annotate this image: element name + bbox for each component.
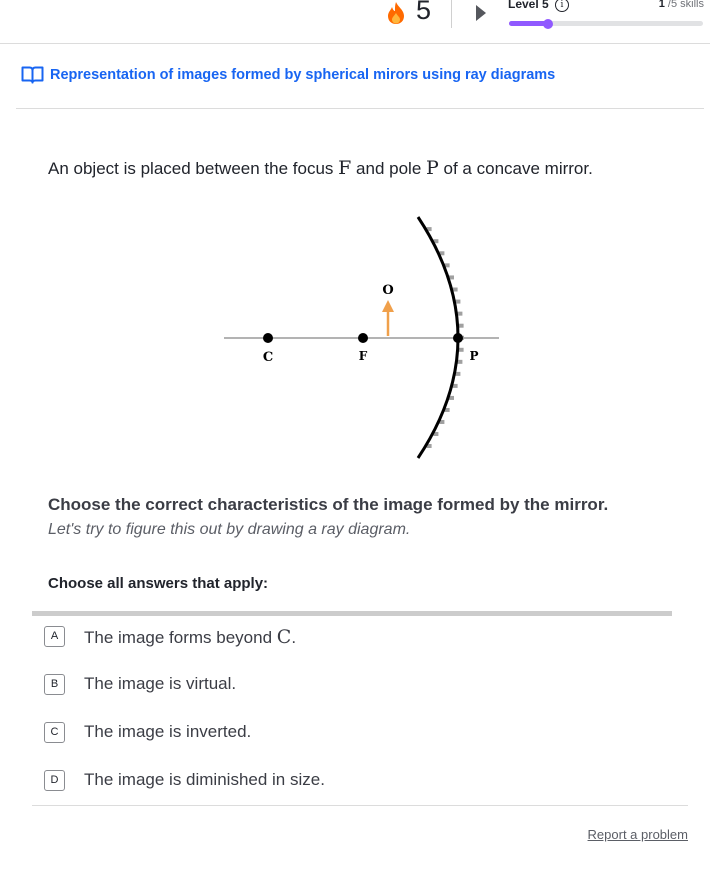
top-bar xyxy=(0,0,710,44)
choice-a-suffix: . xyxy=(291,628,297,647)
concave-mirror-diagram xyxy=(222,210,502,460)
choice-b-text[interactable]: The image is virtual. xyxy=(84,674,237,693)
choice-d[interactable] xyxy=(32,755,672,803)
focus-symbol: F xyxy=(338,157,352,179)
divider xyxy=(451,0,452,28)
choice-c[interactable] xyxy=(32,707,672,755)
level-label: Level 5 xyxy=(508,0,549,11)
choice-c-key[interactable]: C xyxy=(44,722,65,743)
choice-a-key[interactable]: A xyxy=(44,626,65,647)
choice-d-key[interactable]: D xyxy=(44,770,65,791)
pole-label: P xyxy=(469,349,479,363)
focus-label: F xyxy=(358,349,368,363)
choice-a[interactable] xyxy=(32,616,672,659)
choice-b-key[interactable]: B xyxy=(44,674,65,695)
focus-point xyxy=(358,333,368,343)
pole-point xyxy=(453,333,463,343)
skills-total: /5 skills xyxy=(664,0,704,10)
skill-title-link[interactable]: Representation of images formed by spherical mirors using ray diagrams xyxy=(50,67,556,83)
choice-c-text[interactable]: The image is inverted. xyxy=(84,722,252,741)
choice-b[interactable] xyxy=(32,659,672,707)
book-icon xyxy=(21,66,44,84)
prompt-hint: Let's try to figure this out by drawing a ray diagram. xyxy=(48,521,411,538)
question-text-middle: and pole xyxy=(351,159,427,178)
answer-choices xyxy=(32,611,672,803)
choice-a-label: The image forms beyond xyxy=(84,628,277,647)
question-text xyxy=(48,156,593,181)
choice-d-text[interactable]: The image is diminished in size. xyxy=(84,770,325,789)
choice-a-text[interactable] xyxy=(84,625,296,650)
mirror-hatch-mark xyxy=(457,360,462,364)
question-text-before: An object is placed between the focus xyxy=(48,159,339,178)
play-icon[interactable] xyxy=(476,5,486,21)
choose-instruction: Choose all answers that apply: xyxy=(48,575,269,592)
level-progress-bar xyxy=(509,21,703,26)
mirror-hatch-mark xyxy=(459,324,464,328)
center-point xyxy=(263,333,273,343)
object-arrow-head xyxy=(382,300,394,312)
level-progress-fill xyxy=(509,21,548,26)
streak-count: 5 xyxy=(416,0,432,25)
object-label: O xyxy=(382,283,394,298)
exercise-header xyxy=(16,44,704,109)
question-text-after: of a concave mirror. xyxy=(438,159,593,178)
choice-a-math: C xyxy=(276,626,292,648)
skills-done: 1 xyxy=(658,0,665,10)
pole-symbol: P xyxy=(426,157,439,179)
center-label: C xyxy=(262,350,274,365)
choices-bottom-divider xyxy=(32,805,688,806)
mirror-hatch-mark xyxy=(457,312,462,316)
mirror-hatch-mark xyxy=(459,348,464,352)
report-problem-link[interactable]: Report a problem xyxy=(587,827,688,842)
info-icon[interactable]: i xyxy=(555,0,569,12)
prompt-title: Choose the correct characteristics of the image formed by the mirror. xyxy=(48,495,609,514)
flame-icon xyxy=(385,1,407,25)
level-progress-knob xyxy=(543,19,553,29)
skills-counter xyxy=(659,0,704,12)
